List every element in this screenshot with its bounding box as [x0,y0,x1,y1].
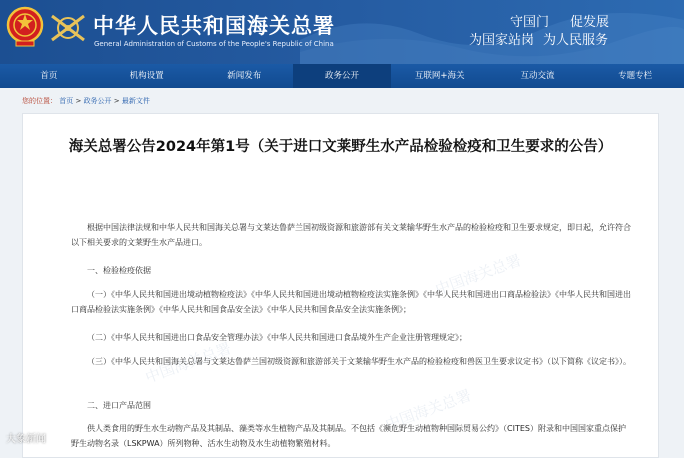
article-title: 海关总署公告2024年第1号（关于进口文莱野生水产品检验检疫和卫生要求的公告） [68,139,613,155]
slogan-3: 为国家站岗 [469,33,535,48]
article-paragraph: 供人类食用的野生水生动物产品及其制品、藻类等水生植物产品及其制品。不包括《濒危野生动植物种国际贸易公约》（CITES）附录和中国国家重点保护野生动物名录（LSKPWA）所列物种、活水生动物及水生动植物繁殖材料。 [71,424,626,448]
site-title: 中华人民共和国海关总署 [93,13,335,38]
breadcrumb-home[interactable]: 首页 [59,97,74,105]
article-panel [22,113,659,458]
nav-item-interaction[interactable]: 互动交流 [520,71,555,81]
watermark-text: 中国海关总署 [382,386,474,434]
slogan-4: 为人民服务 [543,33,609,48]
nav-item-organization[interactable]: 机构设置 [129,71,164,81]
main-nav [0,64,684,88]
corner-watermark: 大象新闻 [6,434,46,445]
nav-item-internet-customs[interactable]: 互联网+海关 [414,71,465,81]
breadcrumb-separator: > [113,97,122,105]
breadcrumb-label: 您的位置： [22,97,57,105]
nav-item-topics[interactable]: 专题专栏 [618,71,653,81]
slogan-2: 促发展 [570,15,610,30]
watermark-text: 中国海关总署 [142,339,234,387]
site-header [0,0,684,64]
nav-item-government-affairs[interactable]: 政务公开 [293,64,391,88]
article-section-heading: 二、进口产品范围 [87,401,151,410]
nav-item-news[interactable]: 新闻发布 [227,71,262,81]
customs-logo-icon[interactable] [48,10,88,46]
breadcrumb-latest-files[interactable]: 最新文件 [121,97,150,105]
slogan-1: 守国门 [510,15,550,30]
nav-item-home[interactable]: 首页 [40,71,58,81]
breadcrumb-separator: > [75,97,84,105]
article-paragraph: （三）《中华人民共和国海关总署与文莱达鲁萨兰国初级资源和旅游部关于文莱输华野生水产品的检验检疫和兽医卫生要求议定书》（以下简称《议定书》）。 [87,357,631,366]
article-paragraph: 根据中国法律法规和中华人民共和国海关总署与文莱达鲁萨兰国初级资源和旅游部有关文莱输华野生水产品的检验检疫和卫生要求规定，即日起，允许符合以下相关要求的文莱野生水产品进口。 [71,223,631,247]
article-paragraph: （二）《中华人民共和国进出口食品安全管理办法》《中华人民共和国进口食品境外生产企业注册管理规定》； [87,333,467,342]
breadcrumb [22,96,150,106]
site-subtitle: General Administration of Customs of the People's Republic of China [94,40,334,48]
article-paragraph: （一）《中华人民共和国进出境动植物检疫法》《中华人民共和国进出境动植物检疫法实施条例》《中华人民共和国进出口商品检验法》《中华人民共和国进出口商品检验法实施条例》《中华人民共和国食品安全法》《中华人民共和国食品安全法实施条例》； [71,290,631,314]
national-emblem-icon[interactable] [6,6,44,48]
breadcrumb-government-affairs[interactable]: 政务公开 [83,97,112,105]
article-section-heading: 一、检验检疫依据 [87,266,151,275]
watermark-text: 中国海关总署 [432,251,524,299]
